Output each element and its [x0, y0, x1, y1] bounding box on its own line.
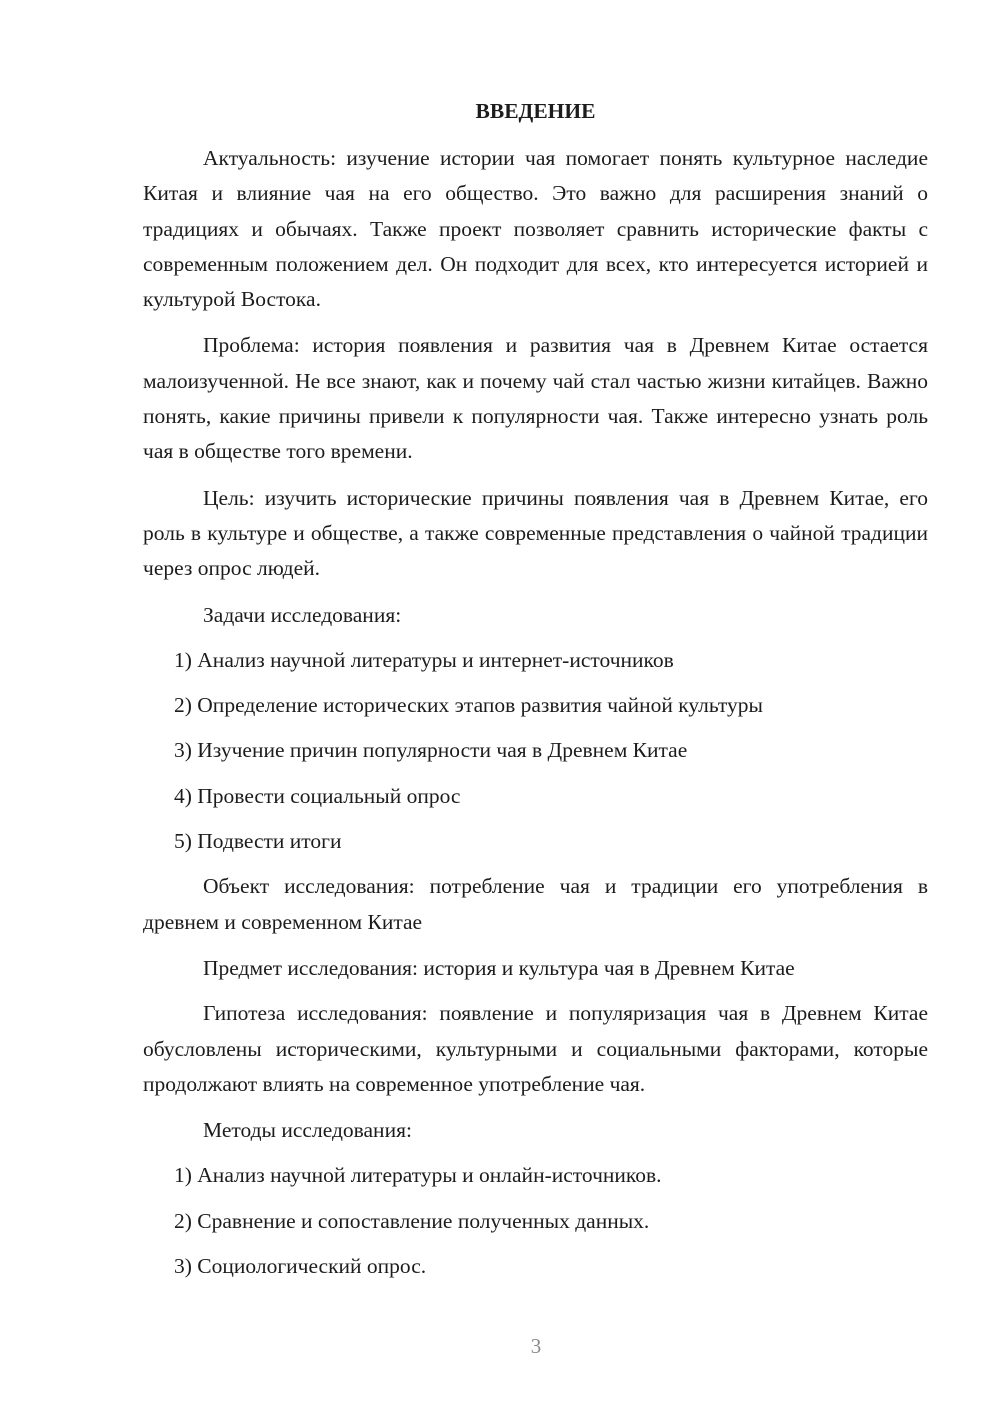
- list-item: 5) Подвести итоги: [174, 829, 342, 854]
- list-item: 4) Провести социальный опрос: [174, 783, 461, 808]
- list-item: 3) Изучение причин популярности чая в Древнем Китае: [174, 738, 688, 763]
- list-item: 2) Определение исторических этапов развития чайной культуры: [174, 693, 763, 718]
- page-title: ВВЕДЕНИЕ: [475, 99, 596, 123]
- tasks-list: [143, 643, 928, 859]
- page-number: 3: [530, 1334, 542, 1358]
- subject-line: Предмет исследования: история и культура чая в Древнем Китае: [203, 955, 795, 980]
- methods-list: [143, 1158, 928, 1284]
- list-item: 3) Социологический опрос.: [174, 1254, 427, 1279]
- list-item: 1) Анализ научной литературы и онлайн-источников.: [174, 1163, 662, 1188]
- list-item: 1) Анализ научной литературы и интернет-источников: [174, 647, 674, 672]
- methods-title: Методы исследования:: [203, 1118, 412, 1143]
- hypothesis-paragraph: Гипотеза исследования: появление и популяризация чая в Древнем Китае обусловлены историческими, культурными и социальными факторами, которые продолжают влиять на современное употребление чая.: [143, 1001, 928, 1096]
- problem-paragraph: Проблема: история появления и развития чая в Древнем Китае остается малоизученной. Не все знают, как и почему чай стал частью жизни китайцев. Важно понять, какие причины привели к популярности чая. Также интересно узнать роль чая в обществе того времени.: [143, 333, 928, 464]
- goal-paragraph: Цель: изучить исторические причины появления чая в Древнем Китае, его роль в культуре и обществе, а также современные представления о чайной традиции через опрос людей.: [143, 485, 928, 581]
- document-page: [143, 96, 928, 1294]
- relevance-paragraph: Актуальность: изучение истории чая помогает понять культурное наследие Китая и влияние чая на его общество. Это важно для расширения знаний о традициях и обычаях. Также проект позволяет сравнить исторические факты с современным положением дел. Он подходит для всех, кто интересуется историей и культурой Востока.: [143, 146, 928, 312]
- object-paragraph: Объект исследования: потребление чая и традиции его употребления в древнем и современном Китае: [143, 874, 928, 934]
- tasks-title: Задачи исследования:: [203, 602, 402, 627]
- list-item: 2) Сравнение и сопоставление полученных данных.: [174, 1208, 650, 1233]
